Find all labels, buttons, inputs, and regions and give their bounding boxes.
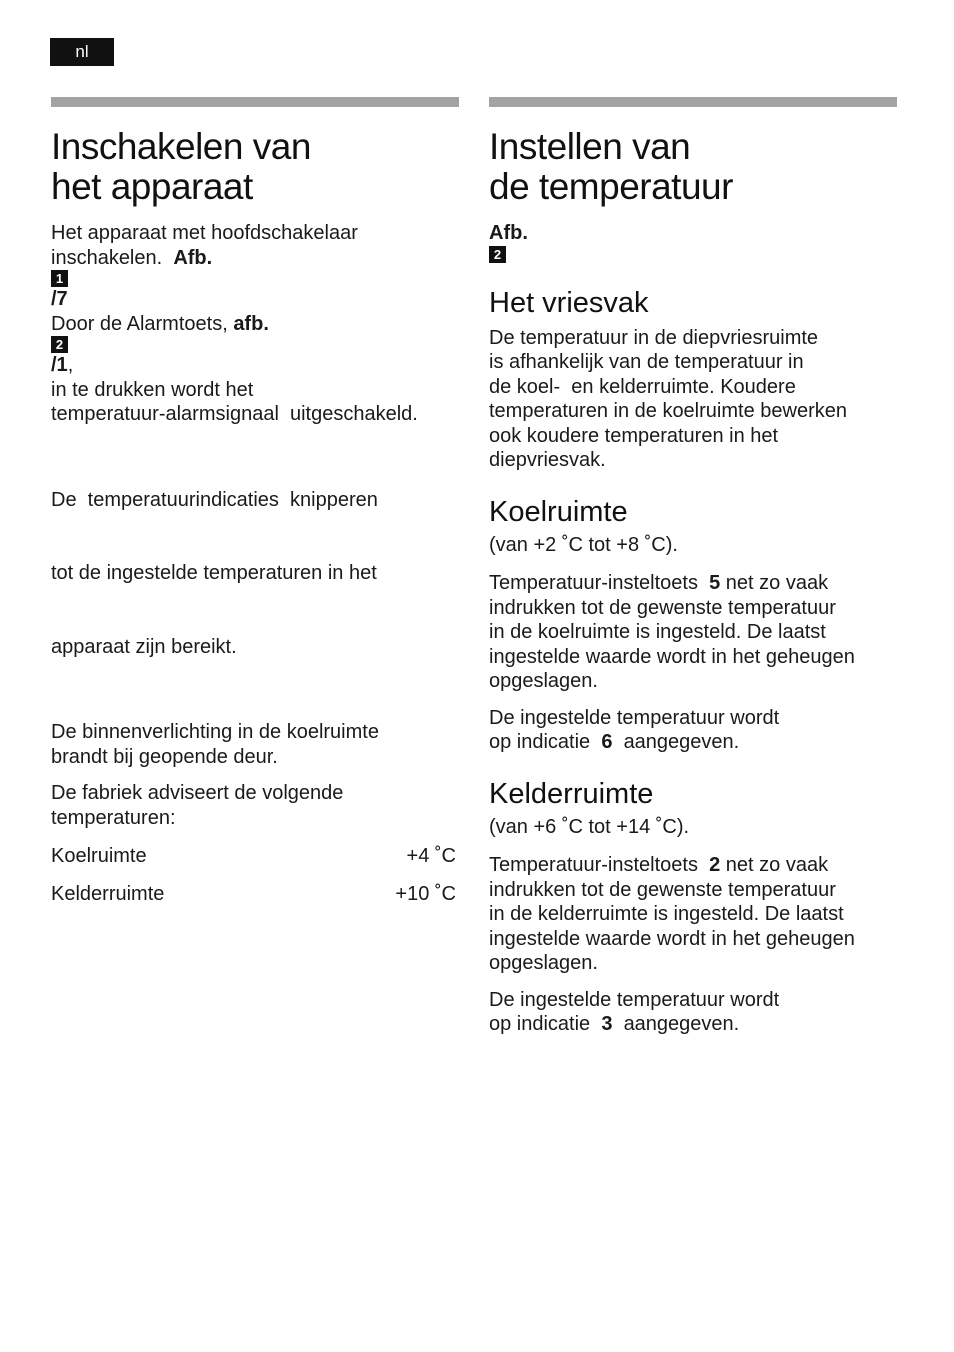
- indicator-number: 3: [601, 1013, 613, 1035]
- figure-reference: afb. 2 /1: [51, 312, 269, 376]
- key-number: 5: [709, 572, 721, 594]
- key-number: 2: [709, 854, 721, 876]
- indicator-number: 6: [601, 731, 613, 753]
- figure-number-box: 2: [489, 246, 506, 263]
- paragraph-indication: De ingestelde temperatuur wordt op indicatie 6 aangegeven.: [489, 706, 780, 753]
- right-column: [489, 97, 897, 1037]
- figure-number-box: 1: [51, 270, 68, 287]
- figure-number-box: 2: [51, 336, 68, 353]
- paragraph-indication: De ingestelde temperatuur wordt op indicatie 3 aangegeven.: [489, 988, 780, 1035]
- paragraph-set-temperature: Temperatuur-insteltoets 2 net zo vaak indrukken tot de gewenste temperatuur in de kelderruimte is ingesteld. De laatst ingestelde waarde wordt in het geheugen opgeslagen.: [489, 854, 855, 974]
- left-column: [51, 97, 459, 906]
- paragraph-indicators: De temperatuurindicaties knipperen tot de ingestelde temperaturen in het apparaat zijn bereikt.: [51, 488, 378, 658]
- paragraph-set-temperature: Temperatuur-insteltoets 5 net zo vaak indrukken tot de gewenste temperatuur in de koelruimte is ingesteld. De laatst ingestelde waarde wordt in het geheugen opgeslagen.: [489, 572, 855, 692]
- section-heading: Kelderruimte: [489, 777, 654, 810]
- paragraph-freezer: De temperatuur in de diepvriesruimte is afhankelijk van de temperatuur in de koel- en kelderruimte. Koudere temperaturen in de koelruimte bewerken ook koudere temperaturen in het diepvriesvak.: [489, 326, 847, 471]
- section-rule: [51, 97, 459, 107]
- section-title: Inschakelen van het apparaat: [51, 126, 311, 207]
- paragraph-lighting: De binnenverlichting in de koelruimte brandt bij geopende deur.: [51, 721, 379, 768]
- figure-reference: Afb. 2: [489, 222, 528, 262]
- temperature-row: Kelderruimte +10 ˚C: [51, 882, 456, 905]
- section-title: Instellen van de temperatuur: [489, 126, 733, 207]
- section-heading: Het vriesvak: [489, 286, 649, 319]
- paragraph-recommendation: De fabriek adviseert de volgende temperaturen:: [51, 782, 344, 829]
- language-tab: nl: [50, 38, 114, 66]
- temperature-range: (van +2 ˚C tot +8 ˚C).: [489, 533, 678, 556]
- temperature-range: (van +6 ˚C tot +14 ˚C).: [489, 815, 690, 838]
- section-heading: Koelruimte: [489, 495, 628, 528]
- temperature-row: Koelruimte +4 ˚C: [51, 845, 456, 867]
- paragraph-switch-on: Het apparaat met hoofdschakelaar inschakelen. Afb. 1 /7 Door de Alarmtoets, afb. 2 /1, in te drukken wordt het temperatuur-alarmsignaal uitgeschakeld.: [51, 221, 459, 427]
- section-rule: [489, 97, 897, 107]
- figure-reference: Afb. 1 /7: [51, 246, 213, 310]
